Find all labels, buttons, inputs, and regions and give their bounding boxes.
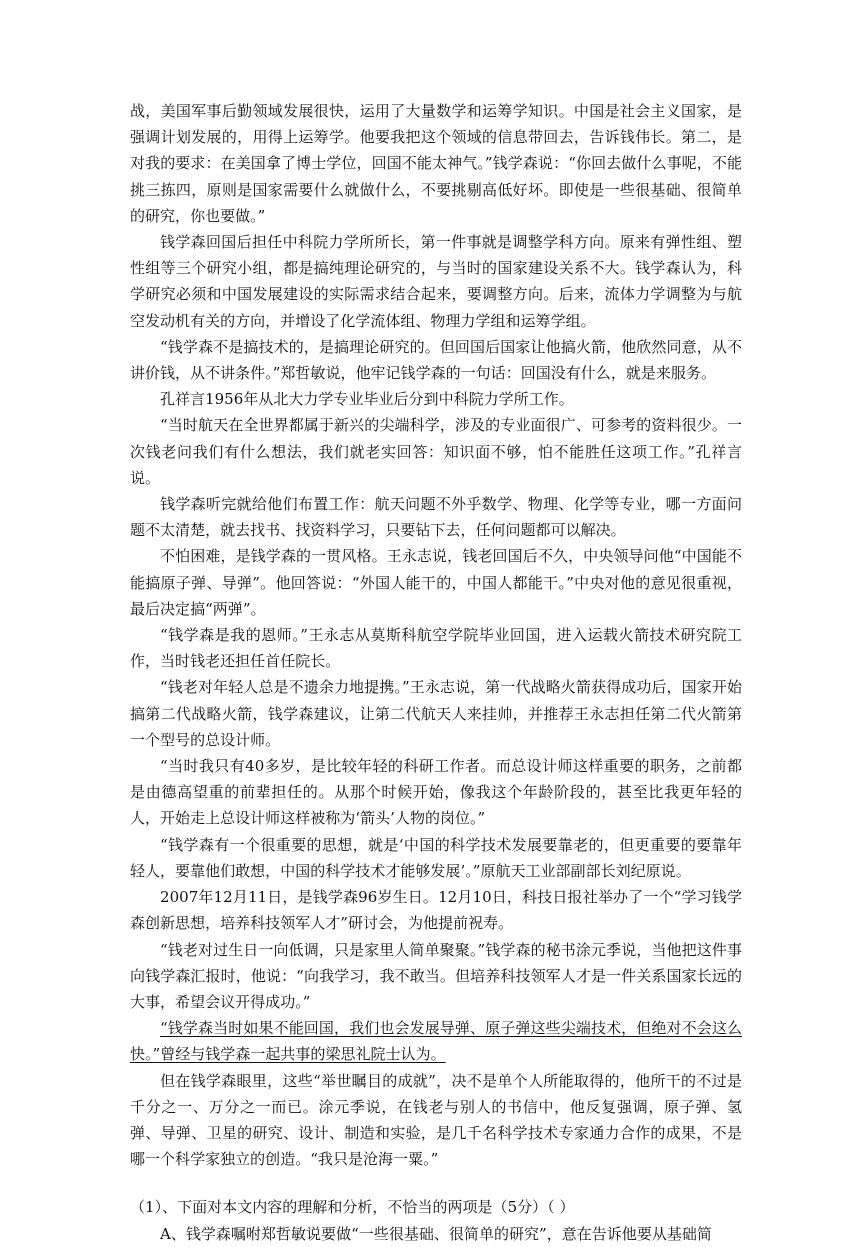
passage-body (130, 98, 742, 1247)
passage-paragraph-13: “钱老对过生日一向低调，只是家里人简单聚聚。”钱学森的秘书涂元季说，当他把这件事向钱学森汇报时，他说：“向我学习，我不敢当。但培养科技领军人才是一件关系国家长远的大事，希望会议开得成功。” (130, 940, 742, 1011)
passage-paragraph-10: “当时我只有40多岁，是比较年轻的科研工作者。而总设计师这样重要的职务，之前都是由德高望重的前辈担任的。从那个时候开始，像我这个年龄阶段的，甚至比我更年轻的人，开始走上总设计师这样被称为‘箭头’人物的岗位。” (130, 757, 742, 828)
passage-paragraph-15: 但在钱学森眼里，这些“举世瞩目的成就”，决不是单个人所能取得的，他所干的不过是千分之一、万分之一而已。涂元季说，在钱老与别人的书信中，他反复强调，原子弹、氢弹、导弹、卫星的研究、设计、制造和实验，是几千名科学技术专家通力合作的成果，不是哪一个科学家独立的创造。“我只是沧海一粟。” (130, 1071, 742, 1169)
passage-paragraph-9: “钱老对年轻人总是不遗余力地提携。”王永志说，第一代战略火箭获得成功后，国家开始搞第二代战略火箭，钱学森建议，让第二代航天人来挂帅，并推荐王永志担任第二代火箭第一个型号的总设计师。 (130, 678, 742, 749)
question-1-stem: （1）、下面对本文内容的理解和分析，不恰当的两项是（5分）（ ） (130, 1198, 575, 1217)
passage-paragraph-8: “钱学森是我的恩师。”王永志从莫斯科航空学院毕业回国，进入运载火箭技术研究院工作，当时钱老还担任首任院长。 (130, 626, 742, 671)
passage-paragraph-6: 钱学森听完就给他们布置工作：航天问题不外乎数学、物理、化学等专业，哪一方面问题不太清楚，就去找书、找资料学习，只要钻下去，任何问题都可以解决。 (130, 495, 742, 540)
section-gap (130, 1172, 742, 1194)
underlined-quote-paragraph: “钱学森当时如果不能回国，我们也会发展导弹、原子弹这些尖端技术，但绝对不会这么快。”曾经与钱学森一起共事的梁思礼院士认为。 (130, 1019, 742, 1064)
passage-paragraph-12: 2007年12月11日，是钱学森96岁生日。12月10日，科技日报社举办了一个“学习钱学森创新思想，培养科技领军人才”研讨会，为他提前祝寿。 (130, 888, 742, 933)
passage-paragraph-5: “当时航天在全世界都属于新兴的尖端科学，涉及的专业面很广、可参考的资料很少。一次钱老问我们有什么想法，我们就老实回答：知识面不够，怕不能胜任这项工作。”孔祥言说。 (130, 416, 742, 487)
passage-paragraph-11: “钱学森有一个很重要的思想，就是‘中国的科学技术发展要靠老的，但更重要的要靠年轻人，要靠他们敢想，中国的科学技术才能够发展’。”原航天工业部副部长刘纪原说。 (130, 835, 742, 880)
passage-paragraph-2: 钱学森回国后担任中科院力学所所长，第一件事就是调整学科方向。原来有弹性组、塑性组等三个研究小组，都是搞纯理论研究的，与当时的国家建设关系不大。钱学森认为，科学研究必须和中国发展建设的实际需求结合起来，要调整方向。后来，流体力学调整为与航空发动机有关的方向，并增设了化学流体组、物理力学组和运筹学组。 (130, 233, 742, 330)
passage-paragraph-1: 战，美国军事后勤领域发展很快，运用了大量数学和运筹学知识。中国是社会主义国家，是强调计划发展的，用得上运筹学。他要我把这个领域的信息带回去，告诉钱伟长。第二，是对我的要求：在美国拿了博士学位，回国不能太神气。”钱学森说：“你回去做什么事呢，不能挑三拣四，原则是国家需要什么就做什么，不要挑剔高低好坏。即使是一些很基础、很简单的研究，你也要做。” (130, 102, 742, 225)
question-1-option-a: A、钱学森嘱咐郑哲敏说要做“一些很基础、很简单的研究”，意在告诉他要从基础简 (160, 1224, 712, 1243)
passage-paragraph-4: 孔祥言1956年从北大力学专业毕业后分到中科院力学所工作。 (160, 390, 574, 409)
passage-paragraph-7: 不怕困难，是钱学森的一贯风格。王永志说，钱老回国后不久，中央领导问他“中国能不能搞原子弹、导弹”。他回答说：“外国人能干的，中国人都能干。”中央对他的意见很重视，最后决定搞“两弹”。 (130, 547, 742, 618)
passage-paragraph-3: “钱学森不是搞技术的，是搞理论研究的。但回国后国家让他搞火箭，他欣然同意，从不讲价钱，从不讲条件。”郑哲敏说，他牢记钱学森的一句话：回国没有什么，就是来服务。 (130, 337, 742, 383)
